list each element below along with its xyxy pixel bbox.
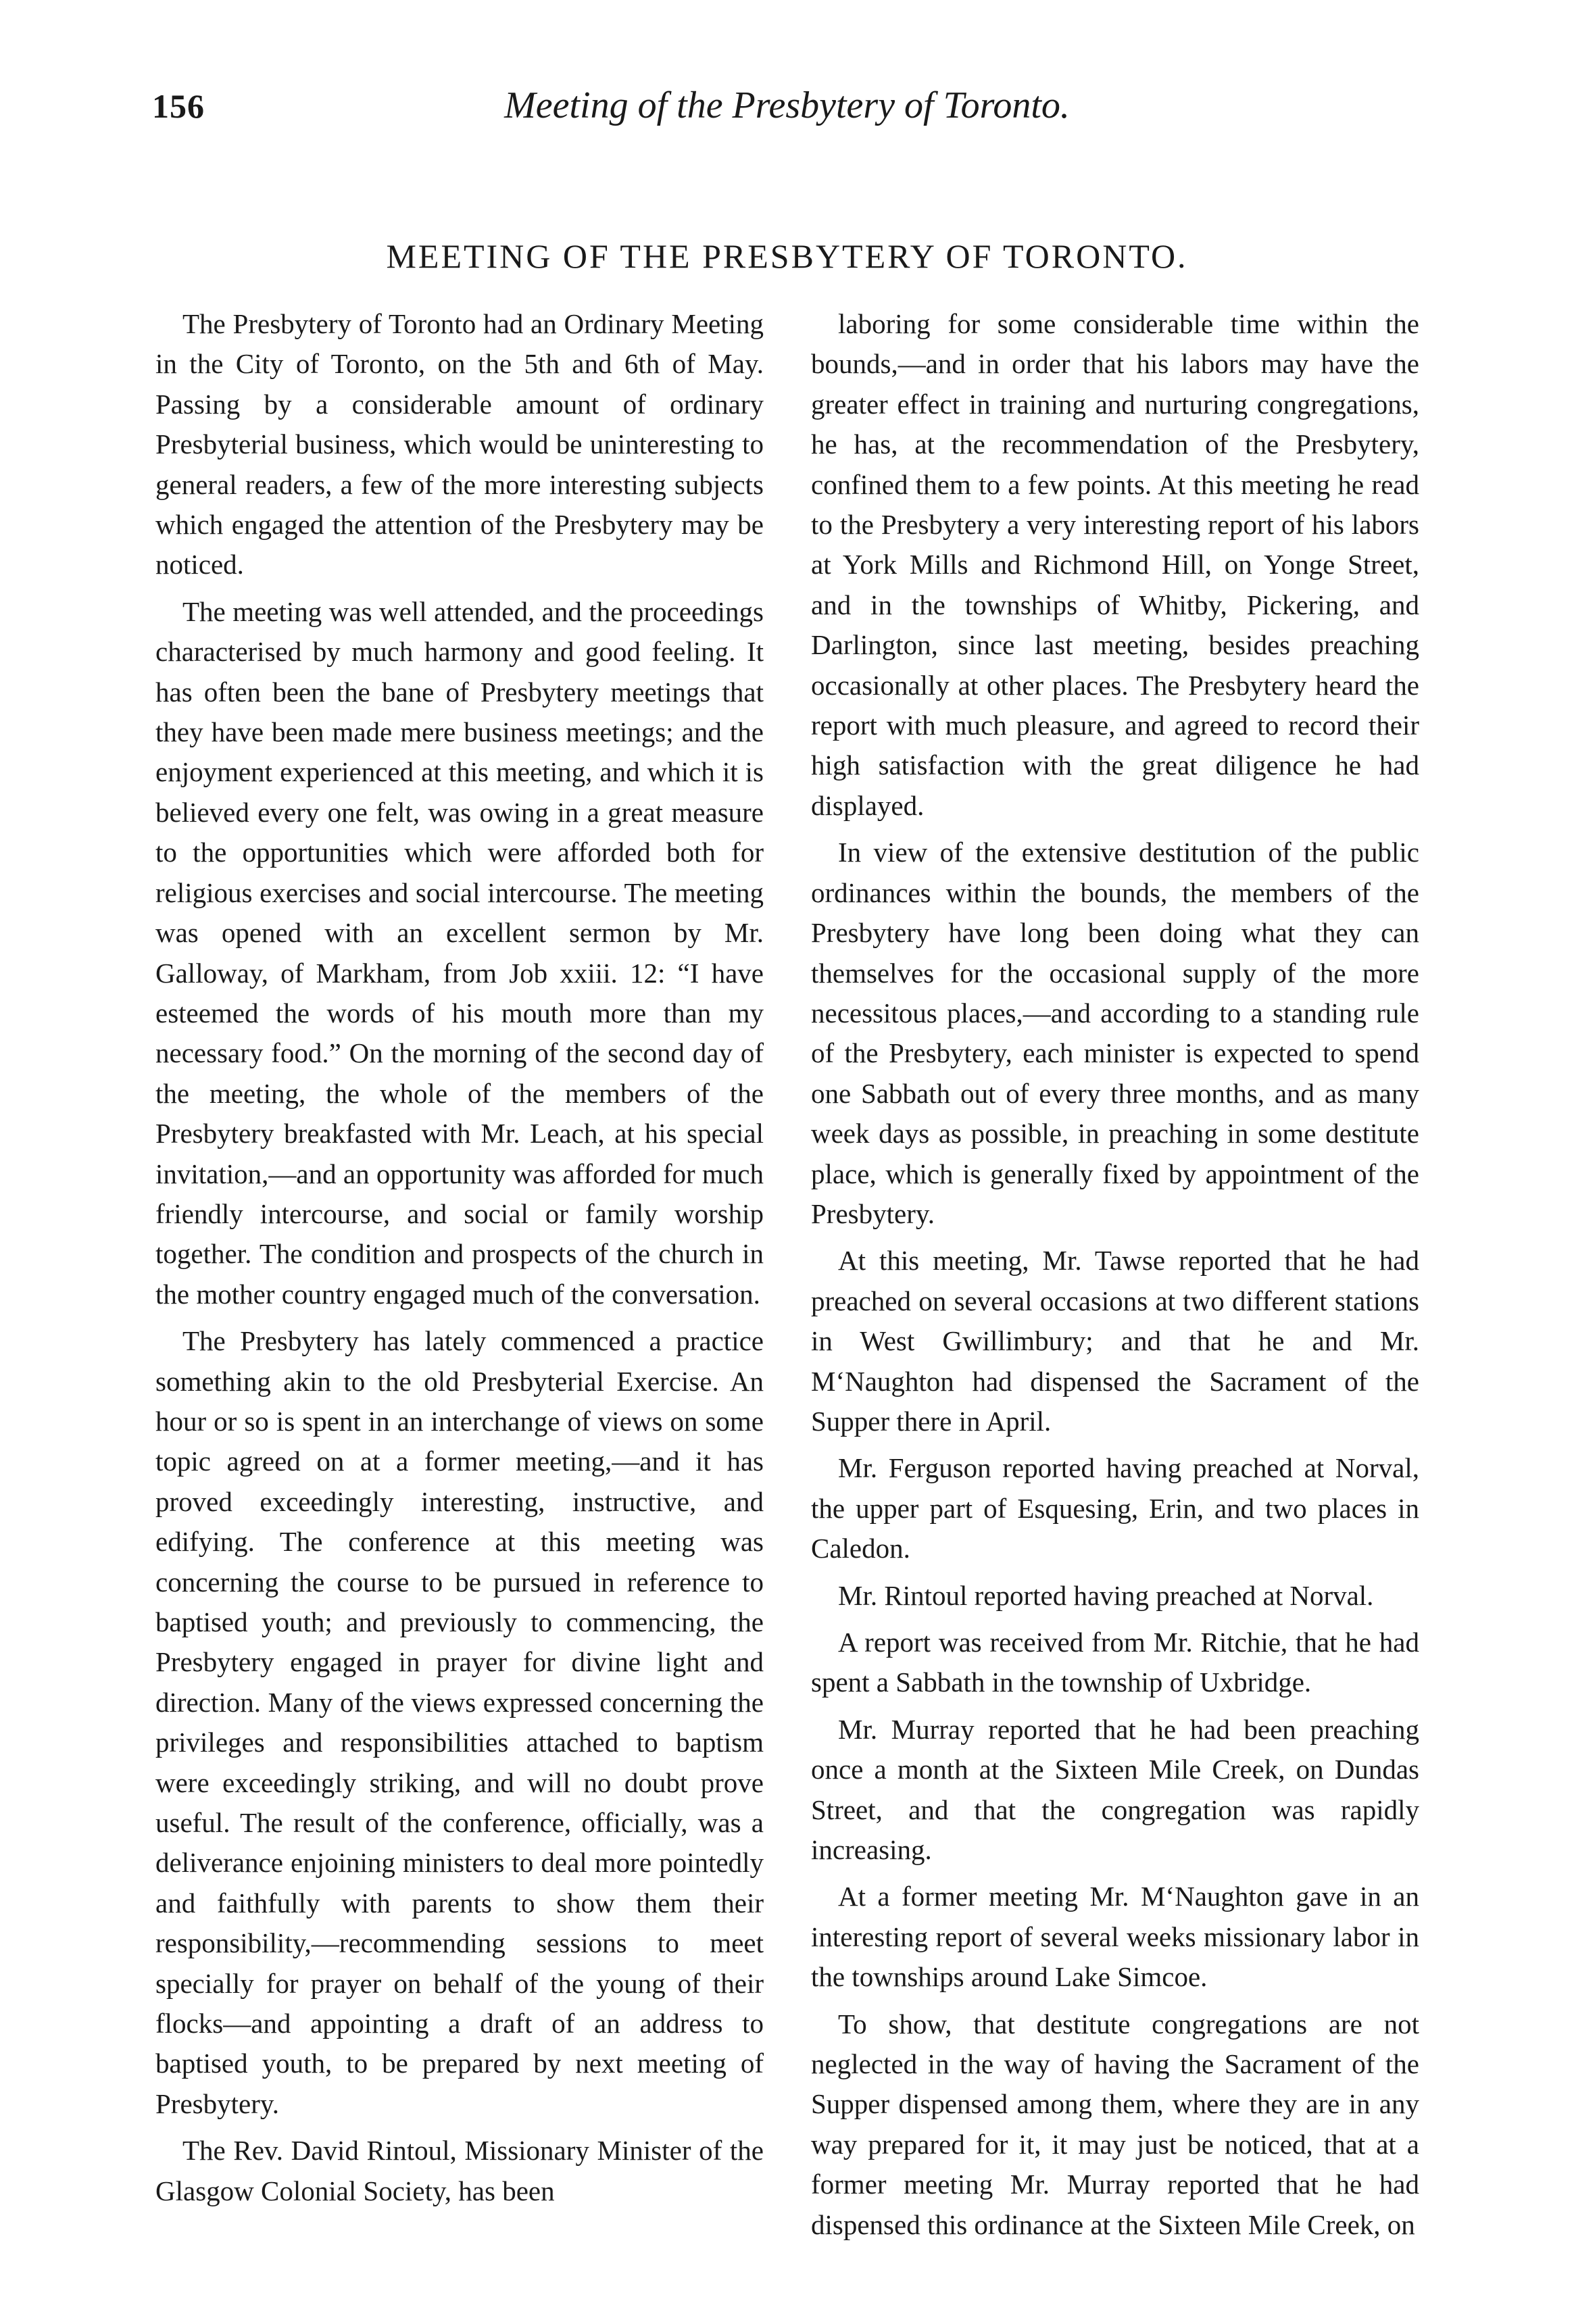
paragraph: The meeting was well attended, and the proceedings characterised by much harmony and good feeling. It has often been the bane of Presbytery meetings that they have been made mere business meetings; and the enjoyment experienced at this meeting, and which it is believed every one felt, was owing in a great measure to the opportunities which were afforded both for religious exercises and social intercourse. The meeting was opened with an excellent sermon by Mr. Galloway, of Markham, from Job xxiii. 12: “I have esteemed the words of his mouth more than my necessary food.” On the morning of the second day of the meeting, the whole of the members of the Presbytery breakfasted with Mr. Leach, at his special invitation,—and an opportunity was afforded for much friendly intercourse, and social or family worship together. The condition and prospects of the church in the mother country engaged much of the conversation.: [155, 595, 764, 1310]
paragraph: To show, that destitute congregations are not neglected in the way of having the Sacrament of the Supper dispensed among them, where they are in any way prepared for it, it may just be noticed, that at a former meeting Mr. Murray reported that he had dispensed this ordinance at the Sixteen Mile Creek, on: [811, 2008, 1419, 2240]
paragraph: The Rev. David Rintoul, Missionary Minister of the Glasgow Colonial Society, has been: [155, 2135, 764, 2206]
paragraph: Mr. Murray reported that he had been preaching once a month at the Sixteen Mile Creek, on Dundas Street, and that the congregation was rapidly increasing.: [811, 1713, 1419, 1866]
paragraph: Mr. Ferguson reported having preached at Norval, the upper part of Esquesing, Erin, and two places in Caledon.: [811, 1452, 1419, 1564]
right-column: [811, 304, 1419, 2252]
paragraph: A report was received from Mr. Ritchie, that he had spent a Sabbath in the township of Uxbridge.: [811, 1627, 1419, 1698]
paragraph: laboring for some considerable time within the bounds,—and in order that his labors may have the greater effect in training and nurturing congregations, he has, at the recommendation of the Presbytery, confined them to a few points. At this meeting he read to the Presbytery a very interesting report of his labors at York Mills and Richmond Hill, on Yonge Street, and in the townships of Whitby, Pickering, and Darlington, since last meeting, besides preaching occasionally at other places. The Presbytery heard the report with much pleasure, and agreed to record their high satisfaction with the great diligence he had displayed.: [811, 308, 1419, 821]
paragraph: The Presbytery of Toronto had an Ordinary Meeting in the City of Toronto, on the 5th and 6th of May. Passing by a considerable amount of ordinary Presbyterial business, which would be uninteresting to general readers, a few of the more interesting subjects which engaged the attention of the Presbytery may be noticed.: [155, 308, 764, 580]
paragraph: At a former meeting Mr. M‘Naughton gave in an interesting report of several weeks missionary labor in the townships around Lake Simcoe.: [811, 1881, 1419, 1993]
article-title: MEETING OF THE PRESBYTERY OF TORONTO.: [386, 237, 1188, 275]
paragraph: In view of the extensive destitution of the public ordinances within the bounds, the members of the Presbytery have long been doing what they can themselves for the occasional supply of the more necessitous places,—and according to a standing rule of the Presbytery, each minister is expected to spend one Sabbath out of every three months, and as many week days as possible, in preaching in some destitute place, which is generally fixed by appointment of the Presbytery.: [811, 837, 1419, 1229]
left-column: [155, 304, 764, 2218]
running-head: Meeting of the Presbytery of Toronto.: [504, 84, 1070, 126]
paragraph: Mr. Rintoul reported having preached at Norval.: [838, 1579, 1374, 1611]
paragraph: The Presbytery has lately commenced a practice something akin to the old Presbyterial Exercise. An hour or so is spent in an interchange of views on some topic agreed on at a former meeting,—and it has proved exceedingly interesting, instructive, and edifying. The conference at this meeting was concerning the course to be pursued in reference to baptised youth; and previously to commencing, the Presbytery engaged in prayer for divine light and direction. Many of the views expressed concerning the privileges and responsibilities attached to baptism were exceedingly striking, and will no doubt prove useful. The result of the conference, officially, was a deliverance enjoining ministers to deal more pointedly and faithfully with parents to show them their responsibility,—recommending sessions to meet specially for prayer on behalf of the young of their flocks—and appointing a draft of an address to baptised youth, to be prepared by next meeting of Presbytery.: [155, 1325, 764, 2119]
page-number: 156: [152, 87, 205, 125]
paragraph: At this meeting, Mr. Tawse reported that he had preached on several occasions at two different stations in West Gwillimbury; and that he and Mr. M‘Naughton had dispensed the Sacrament of the Supper there in April.: [811, 1245, 1419, 1437]
